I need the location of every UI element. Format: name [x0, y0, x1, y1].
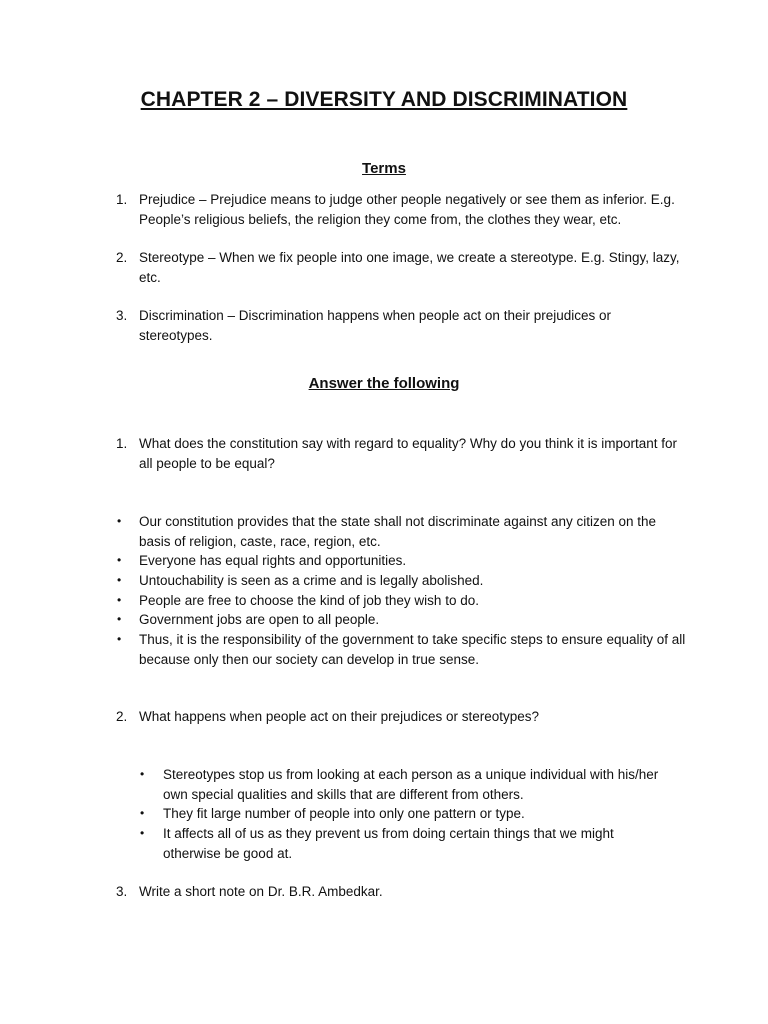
term-number: 2.: [116, 250, 128, 265]
bullet-icon: •: [117, 553, 122, 567]
answer-bullet: [116, 512, 686, 551]
question-item: [116, 434, 686, 473]
question-text: What happens when people act on their prejudices or stereotypes?: [139, 709, 539, 724]
answer-bullet: [116, 571, 686, 591]
bullet-icon: •: [140, 767, 145, 781]
answer-text: Government jobs are open to all people.: [139, 612, 380, 627]
term-text: Stereotype – When we fix people into one image, we create a stereotype. E.g. Stingy, lazy, etc.: [139, 250, 680, 285]
bullet-icon: •: [117, 514, 122, 528]
question-text: What does the constitution say with regard to equality? Why do you think it is important for all people to be equal?: [139, 436, 678, 471]
answer-text: They fit large number of people into only one pattern or type.: [163, 806, 525, 821]
answer-heading: Answer the following: [308, 375, 460, 392]
bullet-icon: •: [117, 593, 122, 607]
term-number: 1.: [116, 192, 128, 207]
term-item: [116, 248, 686, 287]
answer-bullet: [116, 610, 686, 630]
term-item: [116, 190, 686, 229]
answer-bullet: [139, 824, 659, 863]
question-item: [116, 882, 686, 902]
term-text: Discrimination – Discrimination happens when people act on their prejudices or stereotypes.: [139, 308, 611, 343]
question-number: 3.: [116, 884, 128, 899]
answer-text: Our constitution provides that the state shall not discriminate against any citizen on the basis of religion, caste, race, region, etc.: [139, 514, 657, 549]
term-item: [116, 306, 686, 345]
answer-text: Untouchability is seen as a crime and is legally abolished.: [139, 573, 484, 588]
question-text: Write a short note on Dr. B.R. Ambedkar.: [139, 884, 383, 899]
question-item: [116, 707, 686, 727]
answer-bullet: [116, 591, 686, 611]
terms-heading: Terms: [362, 160, 406, 177]
answer-text: Everyone has equal rights and opportunities.: [139, 553, 407, 568]
answer-text: Thus, it is the responsibility of the government to take specific steps to ensure equality of all because only then our society can develop in true sense.: [139, 632, 686, 667]
answer-text: People are free to choose the kind of job they wish to do.: [139, 593, 479, 608]
page-title: CHAPTER 2 – DIVERSITY AND DISCRIMINATION: [140, 88, 628, 111]
answer-bullet: [139, 804, 659, 824]
question-number: 2.: [116, 709, 128, 724]
answer-bullet: [116, 551, 686, 571]
answer-bullet: [116, 630, 686, 669]
answer-text: Stereotypes stop us from looking at each person as a unique individual with his/her own special qualities and skills that are different from others.: [163, 767, 659, 802]
question-number: 1.: [116, 436, 128, 451]
bullet-icon: •: [140, 826, 145, 840]
bullet-icon: •: [117, 612, 122, 626]
bullet-icon: •: [140, 806, 145, 820]
term-text: Prejudice – Prejudice means to judge other people negatively or see them as inferior. E.g. People’s religious beliefs, the religion they come from, the clothes they wear, etc.: [139, 192, 675, 227]
term-number: 3.: [116, 308, 128, 323]
bullet-icon: •: [117, 573, 122, 587]
answer-text: It affects all of us as they prevent us from doing certain things that we might otherwise be good at.: [163, 826, 614, 861]
answer-bullet: [139, 765, 659, 804]
bullet-icon: •: [117, 632, 122, 646]
